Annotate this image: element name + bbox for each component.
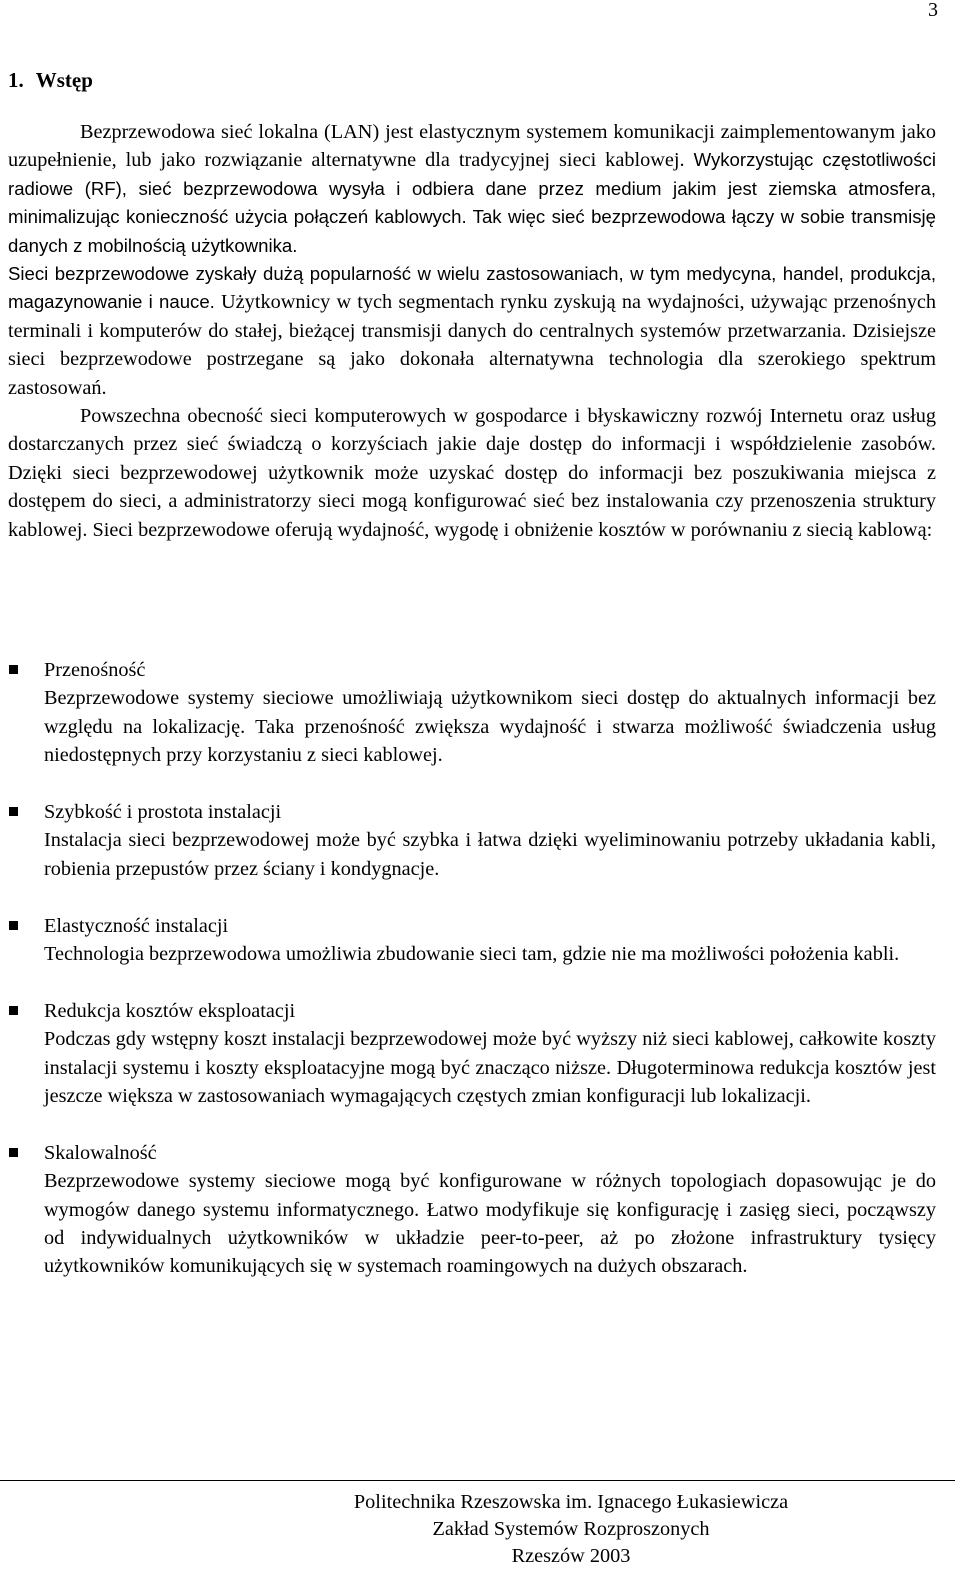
page-number: 3	[928, 0, 938, 21]
benefit-title: Redukcja kosztów eksploatacji	[44, 999, 296, 1022]
benefit-title: Przenośność	[44, 659, 146, 681]
benefit-description: Podczas gdy wstępny koszt instalacji bezprzewodowej może być wyższy niż sieci kablowej, całkowite koszty instalacji systemu i koszty eksploatacyjne mogą być znacząco niższe. Długoterminowa redukcja kosztów jest jeszcze większa w zastosowaniach wymagających częstych zmian konfiguracji lub lokalizacji.	[44, 1028, 936, 1108]
intro-p3-part-c: Sieci bezprzewodowe oferują wydajność, wygodę i obniżenie kosztów w porównaniu z siecią kablową:	[92, 518, 933, 541]
intro-p1-part-b: Wykorzystując częstotliwości radiowe (RF), sieć bezprzewodowa wysyła i odbiera dane przez medium jakim jest ziemska atmosfera, minimalizując konieczność użycia połączeń kablowych. Tak więc sieć bezprzewodowa łączy w sobie transmisję danych z mobilnością użytkownika.	[8, 149, 936, 256]
intro-paragraph-3	[8, 402, 936, 544]
square-bullet-icon	[9, 807, 18, 816]
benefit-description: Technologia bezprzewodowa umożliwia zbudowanie sieci tam, gdzie nie ma możliwości położenia kabli.	[44, 943, 900, 966]
footer-institution: Politechnika Rzeszowska im. Ignacego Łukasiewicza	[353, 1491, 789, 1513]
intro-p1-part-a: Bezprzewodowa sieć lokalna (LAN) jest elastycznym systemem komunikacji zaimplementowanym jako uzupełnienie, lub jako rozwiązanie alternatywne dla tradycyjnej sieci kablowej.	[8, 121, 936, 172]
benefit-item	[8, 798, 936, 883]
intro-p3-part-a: Powszechna obecność sieci komputerowych w gospodarce i błyskawiczny rozwój Internetu oraz usług dostarczanych przez sieć świadczą o korzyściach jakie daje dostęp do informacji i współdzielenie zasobów.	[8, 405, 936, 456]
benefit-item	[8, 656, 936, 770]
benefit-item	[8, 997, 936, 1111]
benefit-description: Bezprzewodowe systemy sieciowe mogą być konfigurowane w różnych topologiach dopasowując je do wymogów danego systemu informatycznego. Łatwo modyfikuje się konfigurację i zasięg sieci, począwszy od indywidualnych użytkowników w układzie peer-to-peer, aż po złożone infrastruktury tysięcy użytkowników komunikujących się w systemach roamingowych na dużych obszarach.	[44, 1170, 936, 1278]
benefits-list	[8, 656, 936, 1309]
intro-p3-part-b: Dzięki sieci bezprzewodowej użytkownik może uzyskać dostęp do informacji bez poszukiwania miejsca z dostępem do sieci, a administratorzy sieci mogą konfigurować sieć bez instalowania czy przenoszenia struktury kablowej.	[8, 461, 936, 541]
section-title: Wstęp	[35, 68, 93, 92]
footer-divider	[0, 1480, 955, 1481]
square-bullet-icon	[9, 921, 18, 930]
benefit-title: Skalowalność	[44, 1141, 157, 1164]
section-number: 1.	[8, 68, 24, 92]
intro-paragraph-1	[8, 118, 936, 260]
intro-p2-part-b: Użytkownicy w tych segmentach rynku zyskują na wydajności, używając przenośnych terminali i komputerów do stałej, bieżącej transmisji danych do centralnych systemów przetwarzania. Dzisiejsze sieci bezprzewodowe postrzegane są jako dokonała alternatywna technologia dla szerokiego spektrum zastosowań.	[8, 291, 936, 399]
footer-department: Zakład Systemów Rozproszonych	[432, 1518, 710, 1540]
benefit-item	[8, 1139, 936, 1281]
benefit-description: Bezprzewodowe systemy sieciowe umożliwiają użytkownikom sieci dostęp do aktualnych informacji bez względu na lokalizację. Taka przenośność zwiększa wydajność i stwarza możliwość świadczenia usług niedostępnych przy korzystaniu z sieci kablowej.	[44, 687, 936, 767]
square-bullet-icon	[9, 665, 18, 674]
square-bullet-icon	[9, 1148, 18, 1157]
benefit-description: Instalacja sieci bezprzewodowej może być szybka i łatwa dzięki wyeliminowaniu potrzeby układania kabli, robienia przepustów przez ściany i kondygnacje.	[44, 829, 936, 880]
footer	[0, 1489, 960, 1570]
section-heading	[8, 66, 93, 94]
intro-p2-part-a: Sieci bezprzewodowe zyskały dużą popularność w wielu zastosowaniach, w tym medycyna, handel, produkcja, magazynowanie i nauce.	[8, 263, 936, 313]
intro-paragraph-2	[8, 260, 936, 402]
benefit-item	[8, 912, 936, 969]
intro-text	[8, 118, 936, 544]
benefit-title: Elastyczność instalacji	[44, 914, 229, 937]
benefit-title: Szybkość i prostota instalacji	[44, 801, 282, 824]
square-bullet-icon	[9, 1006, 18, 1015]
footer-place-year: Rzeszów 2003	[511, 1545, 631, 1567]
